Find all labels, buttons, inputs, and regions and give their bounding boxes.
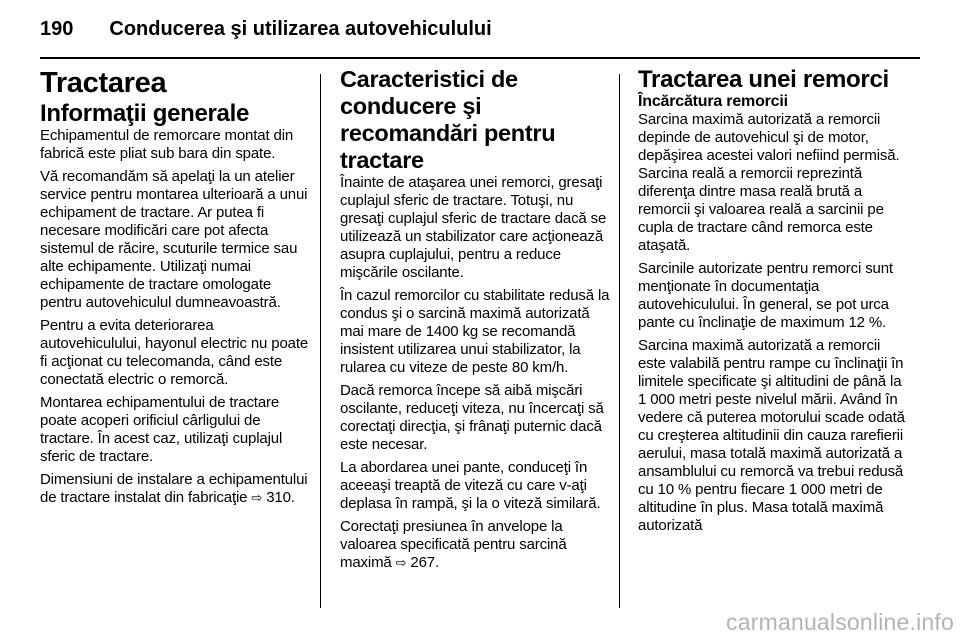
- page-header: [40, 14, 920, 48]
- paragraph: La abordarea unei pante, conduceţi în aceeaşi treaptă de viteză cu care v-aţi deplasa în rampă, şi la o viteză similară.: [340, 459, 601, 512]
- paragraph: Sarcina maximă autorizată a remorcii este valabilă pentru rampe cu înclinaţii în limitele specificate şi altitudini de până la 1 000 metri peste nivelul mării. Având în vedere că puterea motorului scade odată cu creşterea altitudinii din cauza rarefierii aerului, masa totală maximă autorizată a ansamblului cu remorcă va trebui redusă cu 10 % pentru fiecare 1 000 metri de altitudine în plus. Masa totală maximă autorizată: [638, 337, 905, 534]
- section-title-caracteristici: Caracteristici de conducere şi recomandări pentru tractare: [340, 66, 556, 173]
- paragraph: Echipamentul de remorcare montat din fabrică este pliat sub bara din spate.: [40, 127, 294, 162]
- column-2: [340, 66, 612, 606]
- paragraph-text: Dimensiuni de instalare a echipamentului de tractare instalat din fabricaţie: [40, 471, 308, 506]
- running-title: Conducerea şi utilizarea autovehiculului: [109, 18, 492, 40]
- subsection-title-informatii: Informaţii generale: [40, 100, 250, 127]
- column-divider-2: [619, 74, 620, 608]
- paragraph: Sarcina maximă autorizată a remorcii depinde de autovehicul şi de motor, depăşirea acestei valori nefiind permisă. Sarcina reală a remorcii reprezintă diferenţa dintre masa reală brută a remorcii şi valoarea reală a sarcinii pe cupla de tractare când remorca este ataşată.: [638, 111, 900, 254]
- header-rule: [40, 57, 920, 59]
- cross-reference-arrow-icon: ⇨: [251, 491, 263, 506]
- paragraph: [40, 471, 312, 508]
- paragraph: [340, 518, 612, 573]
- column-1: [40, 66, 312, 606]
- paragraph-text: Corectaţi presiunea în anvelope la valoarea specificată pentru sarcină maximă: [340, 518, 567, 571]
- section-title-tractarea: Tractarea: [40, 67, 167, 99]
- cross-reference-arrow-icon: ⇨: [395, 556, 407, 571]
- subsection-title-incarcatura: Încărcătura remorcii: [638, 93, 788, 110]
- column-divider-1: [320, 74, 321, 608]
- paragraph: Înainte de ataşarea unei remorci, gresaţi cuplajul sferic de tractare. Totuşi, nu gresaţi cuplajul sferic de tractare dacă se utilizează un stabilizator care acţionează asupra cuplajului, pentru a reduce mişcările oscilante.: [340, 174, 607, 281]
- paragraph: Sarcinile autorizate pentru remorci sunt menţionate în documentaţia autovehiculului. În general, se pot urca pante cu înclinaţie de maximum 12 %.: [638, 260, 893, 331]
- watermark: carmanualsonline.info: [726, 609, 954, 635]
- paragraph: Dacă remorca începe să aibă mişcări oscilante, reduceţi viteza, nu încercaţi să corectaţi direcţia, şi frânaţi puternic dacă este necesar.: [340, 382, 604, 453]
- cross-reference-link[interactable]: 310.: [266, 489, 295, 506]
- paragraph: În cazul remorcilor cu stabilitate redusă la condus şi o sarcină maximă autorizată mai mare de 1400 kg se recomandă insistent utilizarea unui stabilizator, la rularea cu viteze de peste 80 km/h.: [340, 287, 610, 376]
- paragraph: Montarea echipamentului de tractare poate acoperi orificiul cârligului de tractare. În acest caz, utilizaţi cuplajul sferic de tractare.: [40, 394, 283, 465]
- paragraph: Vă recomandăm să apelaţi la un atelier service pentru montarea ulterioară a unui echipament de tractare. Ar putea fi necesare modificări care pot afecta sistemul de răcire, scuturile termice sau alte echipamente. Utilizaţi numai echipamente de tractare omologate pentru autovehiculul dumneavoastră.: [40, 168, 308, 311]
- section-title-tractarea-remorci: Tractarea unei remorci: [638, 66, 889, 93]
- cross-reference-link[interactable]: 267.: [410, 554, 440, 571]
- paragraph: Pentru a evita deteriorarea autovehiculului, hayonul electric nu poate fi acţionat cu telecomanda, când este conectată electric o remorcă.: [40, 317, 309, 388]
- page-number: 190: [40, 18, 74, 40]
- column-3: [638, 66, 910, 606]
